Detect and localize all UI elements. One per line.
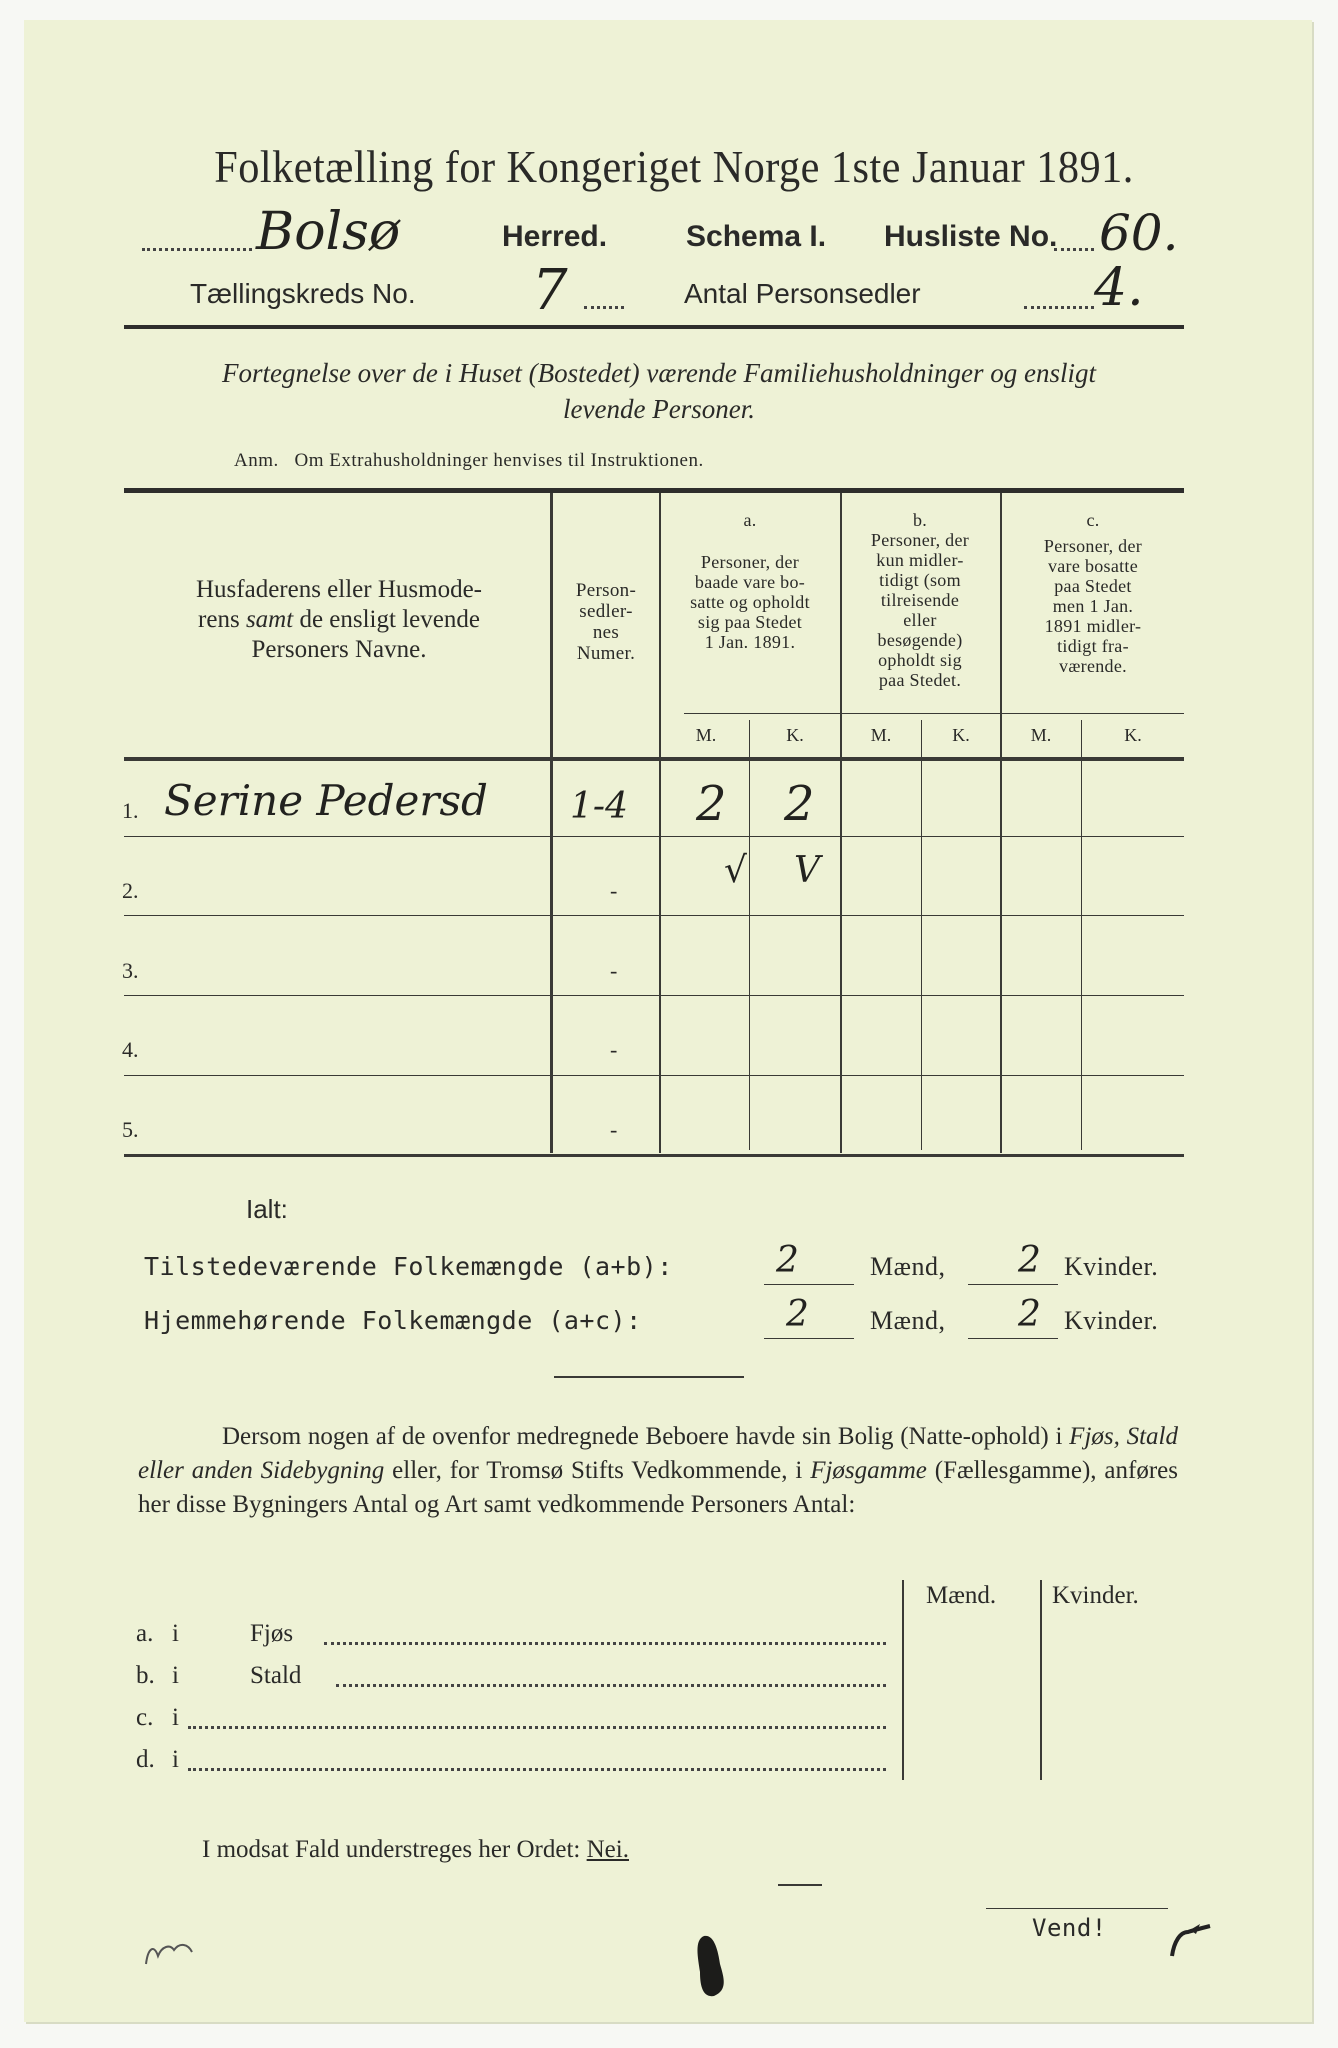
list-b-letter: b.	[136, 1662, 155, 1689]
personsedler-value: 4.	[1094, 258, 1144, 318]
list-c-letter: c.	[136, 1704, 154, 1731]
row-number-3: 3.	[122, 958, 139, 983]
taellingskreds-dots	[584, 306, 624, 309]
tilstede-kvinder-value: 2	[1018, 1240, 1041, 1281]
mk-row-rule	[684, 713, 1184, 714]
hjemme-label: Hjemmehørende Folkemængde (a+c):	[144, 1306, 642, 1335]
list-a-i: i	[172, 1620, 179, 1647]
anm-note	[234, 450, 704, 472]
col-head-names-line1: Husfaderens eller Husmode-	[195, 576, 482, 603]
col-head-a-l5: 1 Jan. 1891.	[704, 632, 796, 652]
row-1-a-k: 2	[784, 776, 815, 832]
para-part-2: Fjøs, Stald eller anden Sidebygning	[138, 1423, 1178, 1484]
anm-text: Om Extrahusholdninger henvises til Instruktionen.	[294, 450, 704, 471]
col-head-c	[1002, 510, 1184, 676]
table-bottom-rule	[124, 1154, 1184, 1157]
col-head-numer-l2: sedler-	[579, 601, 633, 622]
hjemme-kvinder-line	[968, 1338, 1058, 1339]
col-head-b-l3: tidigt (som	[879, 570, 961, 590]
a-m-label: M.	[695, 725, 717, 745]
col-head-c-l2: vare bosatte	[1047, 556, 1139, 576]
tilstede-kvinder-label: Kvinder.	[1064, 1252, 1159, 1281]
row-number-4: 4.	[122, 1037, 139, 1062]
col-head-a-letter: a.	[743, 510, 757, 530]
col-head-b-l1: Personer, der	[870, 530, 970, 550]
col-head-numer-l3: nes	[592, 622, 620, 643]
col-head-b-l8: paa Stedet.	[878, 670, 962, 690]
col-head-b	[842, 510, 998, 690]
col-head-b-l6: besøgende)	[877, 630, 963, 650]
list-d-i: i	[172, 1746, 179, 1773]
bolig-paragraph	[138, 1420, 1178, 1522]
pencil-mark-icon	[140, 1934, 200, 1974]
row-number-5: 5.	[122, 1117, 139, 1142]
para-part-1: Dersom nogen af de ovenfor medregnede Beboere havde sin Bolig (Natte-ophold) i	[222, 1423, 1063, 1450]
footer-nei-stroke	[778, 1884, 822, 1886]
hjemme-maend-label: Mænd,	[870, 1306, 946, 1335]
col-divider-b-mk	[921, 720, 922, 1150]
col-head-numer-l1: Person-	[575, 580, 637, 601]
col-divider-name-double	[552, 493, 553, 1153]
row-4-rule	[124, 1075, 1184, 1076]
col-head-c-l5: 1891 midler-	[1044, 616, 1142, 636]
tilstede-maend-line	[764, 1284, 854, 1285]
list-d-letter: d.	[136, 1746, 155, 1773]
col-head-a-l3: satte og opholdt	[690, 592, 810, 612]
ialt-label: Ialt:	[246, 1194, 288, 1224]
col-head-names-line2	[134, 605, 544, 635]
col-head-names-l2c: de ensligt levende	[299, 606, 480, 633]
taellingskreds-label: Tællingskreds No.	[190, 278, 416, 309]
herred-value: Bolsø	[256, 202, 401, 262]
list-b-dots	[336, 1684, 886, 1687]
row-2-a-m-check: √	[724, 850, 747, 891]
list-c-dots	[188, 1726, 886, 1729]
col-head-b-l4: tilreisende	[880, 590, 960, 610]
row-5-numer: -	[610, 1117, 618, 1142]
list-b-label: Stald	[250, 1662, 302, 1689]
hjemme-kvinder-value: 2	[1018, 1294, 1041, 1335]
hjemme-maend-value: 2	[786, 1294, 809, 1335]
col-head-b-l7: opholdt sig	[878, 650, 962, 670]
list-head-kvinder: Kvinder.	[1052, 1582, 1139, 1609]
description-line-1: Fortegnelse over de i Huset (Bostedet) værende Familiehusholdninger og ensligt	[221, 358, 1097, 388]
vend-label: Vend!	[1032, 1914, 1107, 1942]
vend-rule	[986, 1908, 1168, 1909]
col-head-c-l7: værende.	[1059, 656, 1127, 676]
col-head-c-l1: Personer, der	[1043, 536, 1143, 556]
para-part-3: eller, for Tromsø Stifts Vedkommende, i	[392, 1457, 803, 1484]
col-head-b-letter: b.	[912, 510, 928, 530]
list-col-divider-2	[1040, 1580, 1042, 1780]
a-k-label: K.	[786, 725, 804, 745]
separator-rule	[554, 1376, 744, 1378]
form-title: Folketælling for Kongeriget Norge 1ste Januar 1891.	[214, 141, 1134, 192]
hjemme-kvinder-label: Kvinder.	[1064, 1306, 1159, 1335]
col-divider-c-mk	[1081, 720, 1082, 1150]
row-1-a-m: 2	[696, 776, 727, 832]
husliste-value: 60.	[1099, 204, 1179, 262]
col-head-c-l4: men 1 Jan.	[1052, 596, 1134, 616]
footer-text	[202, 1836, 629, 1864]
tilstede-maend-value: 2	[776, 1240, 799, 1281]
husliste-dots	[1054, 248, 1094, 251]
header-rule	[124, 325, 1184, 329]
list-a-label: Fjøs	[250, 1620, 294, 1647]
row-4-numer: -	[610, 1037, 618, 1062]
col-head-c-l3: paa Stedet	[1054, 576, 1132, 596]
row-1-numer: 1-4	[570, 786, 628, 827]
c-k-label: K.	[1124, 725, 1142, 745]
personsedler-dots	[1024, 306, 1094, 309]
c-m-label: M.	[1030, 725, 1052, 745]
schema-label: Schema I.	[686, 220, 827, 253]
col-divider-numer	[659, 493, 661, 1153]
row-number-1: 1.	[122, 798, 139, 823]
para-part-5: (Fællesgamme), anføres her disse Bygningers Antal og Art samt vedkommende Personers Antal:	[138, 1457, 1179, 1518]
herred-label: Herred.	[502, 220, 608, 253]
col-divider-a-mk	[749, 720, 750, 1150]
row-3-rule	[124, 995, 1184, 996]
husliste-label: Husliste No.	[884, 220, 1058, 253]
list-a-letter: a.	[136, 1620, 154, 1647]
b-k-label: K.	[952, 725, 970, 745]
row-1-rule	[124, 836, 1184, 837]
list-a-dots	[324, 1642, 886, 1645]
table-header-bottom-rule	[124, 757, 1184, 761]
row-2-numer: -	[610, 878, 618, 903]
description-line-2: levende Personer.	[563, 394, 755, 424]
col-head-names-l2a: rens	[198, 606, 240, 633]
hjemme-maend-line	[764, 1338, 854, 1339]
para-part-4: Fjøsgamme	[810, 1457, 927, 1484]
col-head-names	[134, 575, 544, 665]
col-head-b-l2: kun midler-	[876, 550, 964, 570]
tilstede-kvinder-line	[968, 1284, 1058, 1285]
list-c-i: i	[172, 1704, 179, 1731]
row-2-a-k-check: V	[794, 850, 820, 891]
row-3-numer: -	[610, 958, 618, 983]
list-head-maend: Mænd.	[926, 1582, 997, 1609]
corner-mark-icon	[1166, 1918, 1216, 1962]
col-head-a	[662, 510, 838, 652]
col-head-a-l2: baade vare bo-	[694, 572, 806, 592]
tilstede-label: Tilstedeværende Folkemængde (a+b):	[144, 1252, 673, 1281]
list-d-dots	[188, 1768, 886, 1771]
col-head-numer-l4: Numer.	[576, 643, 636, 664]
row-2-rule	[124, 915, 1184, 916]
row-1-name: Serine Pedersd	[164, 776, 488, 825]
census-form-sheet	[24, 20, 1312, 2022]
ink-blot-icon	[684, 1932, 734, 2002]
col-head-names-line3: Personers Navne.	[251, 636, 427, 663]
table-top-rule	[124, 488, 1184, 493]
list-b-i: i	[172, 1662, 179, 1689]
col-head-c-letter: c.	[1086, 510, 1100, 530]
taellingskreds-value: 7	[532, 258, 568, 323]
col-head-a-l4: sig paa Stedet	[697, 612, 803, 632]
row-number-2: 2.	[122, 878, 139, 903]
herred-dots	[142, 248, 252, 251]
col-head-numer	[554, 580, 658, 664]
col-head-a-l1: Personer, der	[700, 552, 800, 572]
footer-nei: Nei.	[586, 1836, 629, 1863]
personsedler-label: Antal Personsedler	[684, 278, 921, 309]
tilstede-maend-label: Mænd,	[870, 1252, 946, 1281]
anm-label: Anm.	[234, 450, 279, 471]
list-col-divider-1	[902, 1580, 904, 1780]
col-head-names-l2b: samt	[245, 606, 294, 633]
col-head-b-l5: eller	[903, 610, 937, 630]
col-head-c-l6: tidigt fra-	[1057, 636, 1129, 656]
b-m-label: M.	[870, 725, 892, 745]
footer-text-main: I modsat Fald understreges her Ordet:	[202, 1836, 581, 1863]
